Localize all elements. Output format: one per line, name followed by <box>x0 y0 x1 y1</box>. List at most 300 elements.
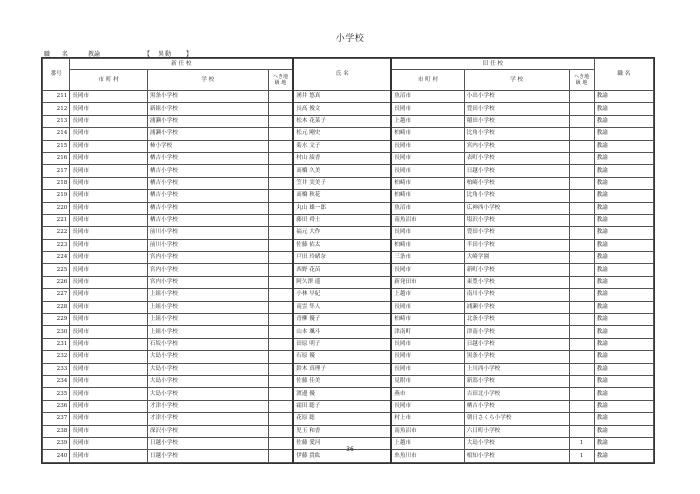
row-number: 225 <box>43 264 70 276</box>
new-school: 栖吉小学校 <box>147 214 268 226</box>
teacher-name: 花原 聡 <box>293 413 391 425</box>
row-number: 222 <box>43 227 70 239</box>
table-row <box>43 351 654 363</box>
new-city: 長岡市 <box>70 400 148 412</box>
job-title: 教諭 <box>594 450 653 462</box>
row-number: 213 <box>43 115 70 127</box>
table-row <box>43 152 654 164</box>
old-school: 日越小学校 <box>464 165 569 177</box>
table-row <box>43 227 654 239</box>
teacher-name: 阿久澤 遥 <box>293 276 391 288</box>
old-school: 比角小学校 <box>464 190 569 202</box>
new-school: 上組小学校 <box>147 289 268 301</box>
table-row <box>43 413 654 425</box>
row-number: 218 <box>43 177 70 189</box>
new-school: 大島小学校 <box>147 351 268 363</box>
old-city: 魚沼市 <box>391 202 464 214</box>
old-school: 広神西小学校 <box>464 202 569 214</box>
row-number: 235 <box>43 388 70 400</box>
table-row <box>43 128 654 140</box>
new-city: 長岡市 <box>70 140 148 152</box>
old-city: 柏崎市 <box>391 177 464 189</box>
table-row <box>43 388 654 400</box>
header-old-school-group: 旧 任 校 <box>391 59 594 70</box>
old-city: 長岡市 <box>391 363 464 375</box>
teacher-name: 山本 颯斗 <box>293 326 391 338</box>
table-row <box>43 190 654 202</box>
new-remote-grade <box>268 375 293 387</box>
teacher-name: 戸田 玲緒奈 <box>293 252 391 264</box>
new-school: 大島小学校 <box>147 375 268 387</box>
old-school: 豊田小学校 <box>464 103 569 115</box>
teacher-name: 小林 早紀 <box>293 289 391 301</box>
page-title: 小学校 <box>335 34 365 44</box>
old-remote-grade <box>569 375 594 387</box>
old-school: 小出小学校 <box>464 91 569 103</box>
job-title: 教諭 <box>594 239 653 251</box>
teacher-name: 村山 綾香 <box>293 152 391 164</box>
new-city: 長岡市 <box>70 314 148 326</box>
table-row <box>43 115 654 127</box>
new-school: 栖吉小学校 <box>147 202 268 214</box>
teacher-name: 佐藤 佳美 <box>293 375 391 387</box>
new-remote-grade <box>268 190 293 202</box>
table-row <box>43 326 654 338</box>
table-row <box>43 314 654 326</box>
row-number: 232 <box>43 351 70 363</box>
new-city: 長岡市 <box>70 326 148 338</box>
old-remote-grade <box>569 140 594 152</box>
old-school: 六日町小学校 <box>464 425 569 437</box>
old-school: 朝日さくら小学校 <box>464 413 569 425</box>
old-city: 南魚沼市 <box>391 425 464 437</box>
job-title: 教諭 <box>594 276 653 288</box>
job-title: 教諭 <box>594 301 653 313</box>
row-number: 233 <box>43 363 70 375</box>
personnel-table-frame <box>41 57 655 464</box>
row-number: 227 <box>43 289 70 301</box>
new-remote-grade <box>268 326 293 338</box>
old-school: 宮内小学校 <box>464 140 569 152</box>
new-school: 才津小学校 <box>147 400 268 412</box>
job-title: 教諭 <box>594 289 653 301</box>
table-row <box>43 264 654 276</box>
new-city: 長岡市 <box>70 375 148 387</box>
teacher-name: 藤田 舜士 <box>293 214 391 226</box>
row-number: 236 <box>43 400 70 412</box>
job-title: 教諭 <box>594 115 653 127</box>
new-school: 浦瀬小学校 <box>147 128 268 140</box>
new-remote-grade <box>268 351 293 363</box>
new-remote-grade <box>268 301 293 313</box>
new-remote-grade <box>268 264 293 276</box>
new-school: 日越小学校 <box>147 437 268 449</box>
row-number: 238 <box>43 425 70 437</box>
teacher-name: 西野 花苗 <box>293 264 391 276</box>
old-school: 稲田小学校 <box>464 115 569 127</box>
old-school: 新潟小学校 <box>464 375 569 387</box>
old-remote-grade <box>569 252 594 264</box>
new-school: 前川小学校 <box>147 239 268 251</box>
teacher-name: 松木 花菜子 <box>293 115 391 127</box>
job-title: 教諭 <box>594 338 653 350</box>
old-city: 南魚沼市 <box>391 214 464 226</box>
new-city: 長岡市 <box>70 177 148 189</box>
teacher-name: 笠井 実美子 <box>293 177 391 189</box>
old-school: 新町小学校 <box>464 264 569 276</box>
header-name: 氏 名 <box>293 59 391 91</box>
row-number: 219 <box>43 190 70 202</box>
row-number: 214 <box>43 128 70 140</box>
job-title: 教諭 <box>594 351 653 363</box>
job-title: 教諭 <box>594 128 653 140</box>
job-title: 教諭 <box>594 202 653 214</box>
job-title: 教諭 <box>594 375 653 387</box>
old-city: 柏崎市 <box>391 239 464 251</box>
old-remote-grade <box>569 239 594 251</box>
old-remote-grade <box>569 91 594 103</box>
old-school: 根知小学校 <box>464 450 569 462</box>
teacher-name: 南雲 隼人 <box>293 301 391 313</box>
job-title: 教諭 <box>594 103 653 115</box>
bracket-open: 【 <box>144 51 151 58</box>
new-remote-grade <box>268 227 293 239</box>
new-remote-grade <box>268 276 293 288</box>
new-remote-grade <box>268 152 293 164</box>
old-school: 比角小学校 <box>464 128 569 140</box>
table-row <box>43 276 654 288</box>
new-city: 長岡市 <box>70 190 148 202</box>
row-number: 211 <box>43 91 70 103</box>
old-school: 上川西小学校 <box>464 363 569 375</box>
teacher-name: 松元 剛史 <box>293 128 391 140</box>
table-row <box>43 214 654 226</box>
old-city: 長岡市 <box>391 227 464 239</box>
row-number: 237 <box>43 413 70 425</box>
teacher-name: 佐藤 佑太 <box>293 239 391 251</box>
old-remote-grade <box>569 115 594 127</box>
new-city: 長岡市 <box>70 202 148 214</box>
row-number: 224 <box>43 252 70 264</box>
old-city: 新発田市 <box>391 276 464 288</box>
new-city: 長岡市 <box>70 152 148 164</box>
table-body <box>43 91 654 463</box>
old-remote-grade <box>569 338 594 350</box>
old-remote-grade <box>569 351 594 363</box>
new-city: 長岡市 <box>70 128 148 140</box>
header-new-city: 市 町 村 <box>70 70 148 91</box>
table-row <box>43 252 654 264</box>
old-city: 魚沼市 <box>391 91 464 103</box>
new-school: 宮内小学校 <box>147 252 268 264</box>
header-new-school: 学 校 <box>147 70 268 91</box>
old-city: 長岡市 <box>391 140 464 152</box>
new-city: 長岡市 <box>70 437 148 449</box>
old-remote-grade <box>569 363 594 375</box>
new-remote-grade <box>268 165 293 177</box>
old-remote-grade <box>569 326 594 338</box>
new-school: 石坂小学校 <box>147 338 268 350</box>
new-city: 長岡市 <box>70 413 148 425</box>
old-city: 長岡市 <box>391 103 464 115</box>
old-remote-grade: 1 <box>569 437 594 449</box>
job-title: 教諭 <box>594 264 653 276</box>
row-number: 240 <box>43 450 70 462</box>
job-title: 教諭 <box>594 252 653 264</box>
new-city: 長岡市 <box>70 264 148 276</box>
header-old-remote-grade <box>569 70 594 91</box>
old-city: 上越市 <box>391 289 464 301</box>
row-number: 212 <box>43 103 70 115</box>
row-number: 221 <box>43 214 70 226</box>
new-school: 日越小学校 <box>147 450 268 462</box>
new-remote-grade <box>268 177 293 189</box>
table-row <box>43 375 654 387</box>
header-old-city: 市 町 村 <box>391 70 464 91</box>
old-school: 塩沢小学校 <box>464 214 569 226</box>
table-row <box>43 91 654 103</box>
job-title: 教諭 <box>594 314 653 326</box>
job-title: 教諭 <box>594 413 653 425</box>
old-school: 日越小学校 <box>464 338 569 350</box>
bracket-close: 】 <box>186 51 193 58</box>
personnel-table <box>42 58 654 463</box>
new-school: 栖吉小学校 <box>147 152 268 164</box>
old-city: 長岡市 <box>391 301 464 313</box>
old-city: 三条市 <box>391 252 464 264</box>
table-row <box>43 202 654 214</box>
page-number: 36 <box>346 446 354 453</box>
header-new-remote-grade <box>268 70 293 91</box>
new-school: 浦瀬小学校 <box>147 115 268 127</box>
new-school: 栖吉小学校 <box>147 190 268 202</box>
new-remote-grade <box>268 202 293 214</box>
teacher-name: 霜田 聡子 <box>293 400 391 412</box>
teacher-name: 菊水 文子 <box>293 140 391 152</box>
header-new-remote-label: へき地 級 地 <box>272 73 288 86</box>
new-city: 長岡市 <box>70 450 148 462</box>
teacher-name: 田原 明子 <box>293 338 391 350</box>
new-school: 栖吉小学校 <box>147 177 268 189</box>
header-old-remote-label: へき地 級 地 <box>574 73 590 86</box>
job-title: 教諭 <box>594 425 653 437</box>
old-city: 上越市 <box>391 437 464 449</box>
old-city: 長岡市 <box>391 264 464 276</box>
old-remote-grade <box>569 128 594 140</box>
table-row <box>43 301 654 313</box>
job-title: 教諭 <box>594 363 653 375</box>
row-number: 228 <box>43 301 70 313</box>
old-school: 栖吉小学校 <box>464 400 569 412</box>
row-number: 234 <box>43 375 70 387</box>
job-title: 教諭 <box>594 400 653 412</box>
new-remote-grade <box>268 128 293 140</box>
old-remote-grade <box>569 276 594 288</box>
table-row <box>43 140 654 152</box>
old-remote-grade <box>569 190 594 202</box>
old-remote-grade <box>569 413 594 425</box>
teacher-name: 児玉 和香 <box>293 425 391 437</box>
job-title: 教諭 <box>594 165 653 177</box>
old-school: 津南小学校 <box>464 326 569 338</box>
new-school: 才津小学校 <box>147 413 268 425</box>
new-school: 上組小学校 <box>147 326 268 338</box>
job-title: 教諭 <box>594 140 653 152</box>
header-new-school-group: 新 任 校 <box>70 59 293 70</box>
old-city: 長岡市 <box>391 165 464 177</box>
teacher-name: 鈴木 真理子 <box>293 363 391 375</box>
table-row <box>43 177 654 189</box>
header-old-school: 学 校 <box>464 70 569 91</box>
old-school: 大島小学校 <box>464 437 569 449</box>
new-school: 黒条小学校 <box>147 91 268 103</box>
old-school: 豊田小学校 <box>464 227 569 239</box>
job-title: 教諭 <box>594 91 653 103</box>
old-city: 長岡市 <box>391 152 464 164</box>
new-school: 上組小学校 <box>147 301 268 313</box>
new-remote-grade <box>268 140 293 152</box>
new-remote-grade <box>268 103 293 115</box>
row-number: 226 <box>43 276 70 288</box>
old-remote-grade <box>569 314 594 326</box>
new-city: 長岡市 <box>70 227 148 239</box>
old-remote-grade <box>569 165 594 177</box>
old-remote-grade <box>569 388 594 400</box>
new-city: 長岡市 <box>70 425 148 437</box>
row-number: 231 <box>43 338 70 350</box>
old-city: 燕市 <box>391 388 464 400</box>
row-number: 239 <box>43 437 70 449</box>
new-remote-grade <box>268 425 293 437</box>
old-school: 東豊小学校 <box>464 276 569 288</box>
header-number: 番号 <box>43 59 70 91</box>
new-city: 長岡市 <box>70 165 148 177</box>
old-remote-grade <box>569 264 594 276</box>
new-city: 長岡市 <box>70 338 148 350</box>
old-remote-grade <box>569 400 594 412</box>
new-remote-grade <box>268 252 293 264</box>
table-row <box>43 338 654 350</box>
table-row <box>43 103 654 115</box>
teacher-name: 髙橋 秋花 <box>293 190 391 202</box>
teacher-name: 佐藤 愛河 <box>293 437 391 449</box>
old-school: 南川小学校 <box>464 289 569 301</box>
old-remote-grade: 1 <box>569 450 594 462</box>
old-remote-grade <box>569 289 594 301</box>
row-number: 220 <box>43 202 70 214</box>
old-school: 吉田北小学校 <box>464 388 569 400</box>
old-school: 柏崎小学校 <box>464 177 569 189</box>
row-number: 216 <box>43 152 70 164</box>
new-remote-grade <box>268 289 293 301</box>
table-row <box>43 400 654 412</box>
old-school: 浦瀬小学校 <box>464 301 569 313</box>
new-city: 長岡市 <box>70 301 148 313</box>
new-city: 長岡市 <box>70 214 148 226</box>
new-school: 深沢小学校 <box>147 425 268 437</box>
new-city: 長岡市 <box>70 91 148 103</box>
job-title: 教諭 <box>594 227 653 239</box>
new-school: 前川小学校 <box>147 227 268 239</box>
old-city: 柏崎市 <box>391 190 464 202</box>
new-remote-grade <box>268 214 293 226</box>
new-city: 長岡市 <box>70 388 148 400</box>
table-row <box>43 425 654 437</box>
old-remote-grade <box>569 152 594 164</box>
row-number: 230 <box>43 326 70 338</box>
new-school: 宮内小学校 <box>147 264 268 276</box>
new-city: 長岡市 <box>70 289 148 301</box>
job-title: 教諭 <box>594 326 653 338</box>
old-remote-grade <box>569 227 594 239</box>
old-school: 大崎学園 <box>464 252 569 264</box>
teacher-name: 丸山 雄一郎 <box>293 202 391 214</box>
job-title: 教諭 <box>594 214 653 226</box>
table-row <box>43 363 654 375</box>
old-city: 長岡市 <box>391 351 464 363</box>
old-school: 黒条小学校 <box>464 351 569 363</box>
new-school: 新組小学校 <box>147 103 268 115</box>
old-city: 村上市 <box>391 413 464 425</box>
teacher-name: 湧井 悠真 <box>293 91 391 103</box>
teacher-name: 髙橋 久美 <box>293 165 391 177</box>
teacher-name: 伊藤 貴紘 <box>293 450 391 462</box>
new-school: 上組小学校 <box>147 314 268 326</box>
new-city: 長岡市 <box>70 115 148 127</box>
new-remote-grade <box>268 338 293 350</box>
new-city: 長岡市 <box>70 351 148 363</box>
new-remote-grade <box>268 413 293 425</box>
old-city: 糸魚川市 <box>391 450 464 462</box>
old-school: 表町小学校 <box>464 152 569 164</box>
new-school: 宮内小学校 <box>147 276 268 288</box>
new-remote-grade <box>268 91 293 103</box>
job-title: 教諭 <box>594 437 653 449</box>
new-remote-grade <box>268 115 293 127</box>
table-row <box>43 165 654 177</box>
teacher-name: 青柳 優子 <box>293 314 391 326</box>
old-city: 長岡市 <box>391 338 464 350</box>
new-remote-grade <box>268 239 293 251</box>
old-city: 柏崎市 <box>391 314 464 326</box>
old-city: 柏崎市 <box>391 128 464 140</box>
new-remote-grade <box>268 363 293 375</box>
new-school: 大島小学校 <box>147 363 268 375</box>
transfer-kind: 異動 <box>158 51 173 58</box>
new-school: 栖吉小学校 <box>147 165 268 177</box>
old-school: 北条小学校 <box>464 314 569 326</box>
row-number: 229 <box>43 314 70 326</box>
job-title: 教諭 <box>594 388 653 400</box>
new-remote-grade <box>268 388 293 400</box>
old-remote-grade <box>569 301 594 313</box>
teacher-name: 渡邊 優 <box>293 388 391 400</box>
new-city: 長岡市 <box>70 252 148 264</box>
new-school: 柿小学校 <box>147 140 268 152</box>
new-remote-grade <box>268 314 293 326</box>
row-number: 217 <box>43 165 70 177</box>
old-city: 津南町 <box>391 326 464 338</box>
old-city: 長岡市 <box>391 400 464 412</box>
old-remote-grade <box>569 425 594 437</box>
new-city: 長岡市 <box>70 239 148 251</box>
old-remote-grade <box>569 103 594 115</box>
job-title: 教諭 <box>594 152 653 164</box>
old-remote-grade <box>569 214 594 226</box>
header-job-title: 職 名 <box>594 59 653 91</box>
job-title: 教諭 <box>594 177 653 189</box>
old-remote-grade <box>569 177 594 189</box>
